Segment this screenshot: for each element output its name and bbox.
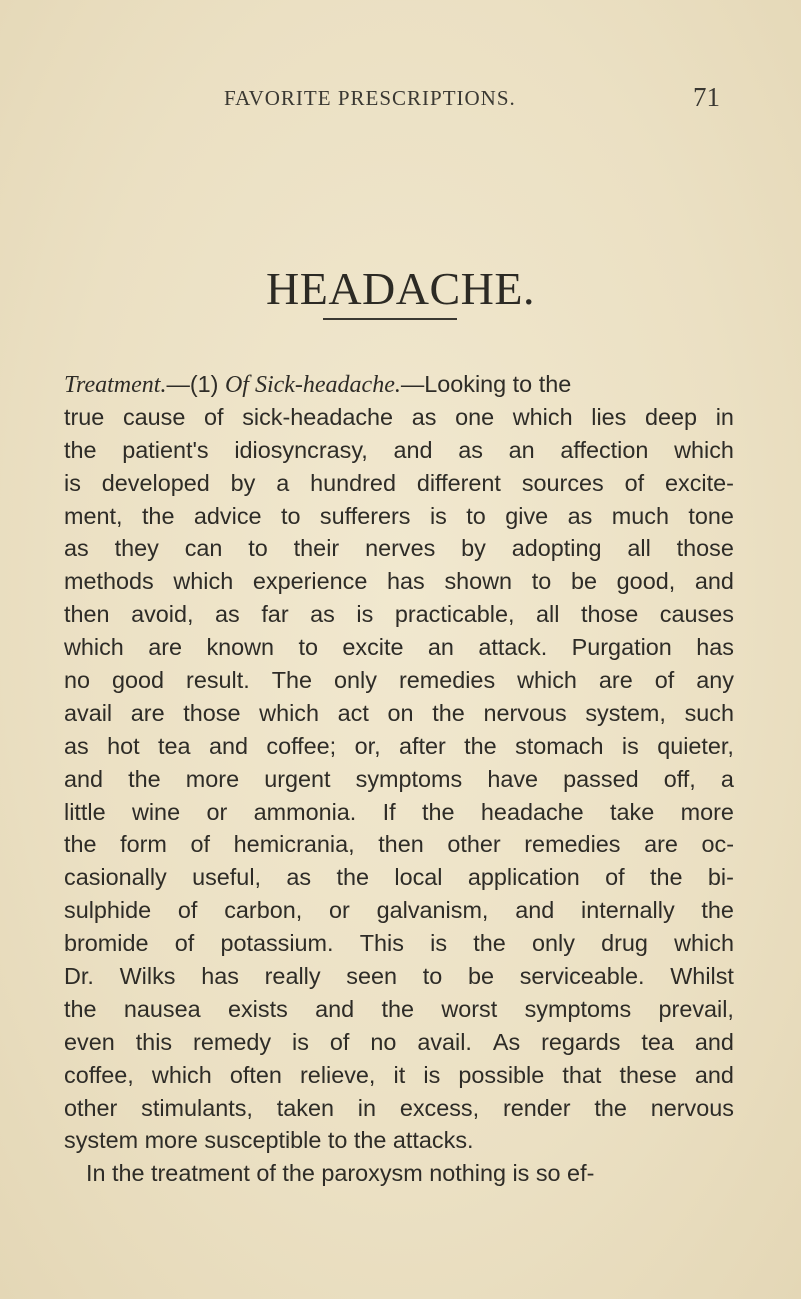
- word: is: [423, 1061, 441, 1088]
- word: sick-headache: [242, 403, 394, 430]
- word: This: [359, 930, 404, 957]
- word: take: [610, 798, 655, 825]
- word: that: [562, 1061, 602, 1088]
- word: tea: [641, 1028, 674, 1055]
- word: tone: [688, 502, 734, 529]
- word: developed: [101, 469, 210, 496]
- word: as: [215, 601, 240, 628]
- word: symptoms: [524, 995, 632, 1022]
- word: only: [334, 667, 377, 694]
- text-line: [64, 500, 734, 533]
- word: which: [674, 436, 734, 463]
- text-line: [64, 1059, 734, 1092]
- word: on: [387, 699, 414, 726]
- word: of: [329, 1028, 350, 1055]
- word: the: [141, 502, 175, 529]
- word: the: [422, 798, 455, 825]
- word: is: [621, 732, 639, 759]
- word: a: [276, 469, 290, 496]
- word: nausea: [123, 995, 201, 1022]
- word: those: [676, 535, 734, 562]
- word: methods: [64, 568, 154, 595]
- word: render: [502, 1094, 571, 1121]
- chapter-title: HEADACHE.: [266, 263, 535, 314]
- word: and: [694, 1028, 734, 1055]
- word: such: [684, 699, 734, 726]
- word: in: [357, 1094, 377, 1121]
- text-line: [64, 565, 734, 598]
- word: exists: [227, 995, 288, 1022]
- word: oc-: [701, 831, 734, 858]
- word: and: [64, 765, 104, 792]
- word: Whilst: [670, 963, 734, 990]
- word: has: [696, 634, 734, 661]
- word: which: [517, 667, 577, 694]
- word: coffee,: [64, 1061, 134, 1088]
- word: the: [64, 436, 97, 463]
- word: have: [487, 765, 539, 792]
- word: excite-: [664, 469, 734, 496]
- treatment-label: Treatment.: [64, 372, 167, 398]
- text-line: [64, 697, 734, 730]
- word: is: [429, 502, 447, 529]
- subject-heading: Of Sick-headache.: [224, 372, 401, 398]
- word: as: [286, 864, 312, 891]
- word: avail.: [417, 1028, 472, 1055]
- word: or: [329, 897, 350, 924]
- word: remedy: [193, 1028, 272, 1055]
- word: as: [411, 403, 437, 430]
- word: cause: [122, 403, 186, 430]
- word: the: [64, 995, 97, 1022]
- word: even: [64, 1028, 115, 1055]
- word: give: [505, 502, 549, 529]
- word: those: [183, 699, 241, 726]
- word: good,: [616, 568, 676, 595]
- word: excess,: [399, 1094, 480, 1121]
- word: headache: [480, 798, 584, 825]
- word: is: [356, 601, 374, 628]
- word: and: [515, 897, 555, 924]
- text-line: [64, 631, 734, 664]
- word: of: [605, 864, 625, 891]
- word: coffee;: [266, 732, 337, 759]
- word: of: [624, 469, 645, 496]
- word: serviceable.: [519, 963, 645, 990]
- page-number: 71: [693, 82, 720, 112]
- word: are: [130, 699, 165, 726]
- lead-dash: —(1): [166, 371, 225, 397]
- text-line: [64, 763, 734, 796]
- word: sources: [521, 469, 604, 496]
- word: are: [644, 831, 678, 858]
- lead-rest: —Looking to the: [400, 371, 572, 397]
- word: adopting: [511, 535, 602, 562]
- word: a: [720, 765, 734, 792]
- word: bromide: [64, 930, 149, 957]
- word: The: [271, 667, 313, 694]
- word: which: [64, 634, 124, 661]
- word: form: [120, 831, 167, 858]
- word: known: [206, 634, 275, 661]
- word: urgent: [264, 765, 331, 792]
- word: of: [177, 897, 198, 924]
- word: after: [398, 732, 446, 759]
- word: as: [64, 732, 89, 759]
- word: As: [492, 1028, 521, 1055]
- word: system,: [585, 699, 666, 726]
- word: little: [64, 798, 106, 825]
- word: by: [461, 535, 486, 562]
- word: often: [229, 1061, 282, 1088]
- word: the: [432, 699, 465, 726]
- text-line: [64, 401, 734, 434]
- text-line: [64, 1092, 734, 1125]
- word: as: [567, 502, 593, 529]
- word: carbon,: [224, 897, 303, 924]
- next-paragraph-line: In the treatment of the paroxysm nothing is so ef-: [86, 1160, 595, 1187]
- word: then: [64, 601, 110, 628]
- word: attack.: [478, 634, 548, 661]
- text-line: [64, 993, 734, 1026]
- word: avail: [64, 699, 113, 726]
- word: different: [416, 469, 501, 496]
- word: act: [337, 699, 369, 726]
- word: their: [293, 535, 340, 562]
- word: taken: [276, 1094, 334, 1121]
- word: nerves: [365, 535, 436, 562]
- word: true: [64, 403, 105, 430]
- word: of: [204, 403, 224, 430]
- word: it: [393, 1061, 406, 1088]
- word: wine: [131, 798, 181, 825]
- word: any: [696, 667, 734, 694]
- word: lies: [591, 403, 627, 430]
- word: the: [64, 831, 97, 858]
- text-line: [64, 467, 734, 500]
- word: casionally: [64, 864, 167, 891]
- word: possible: [458, 1061, 545, 1088]
- word: as: [458, 436, 483, 463]
- word: remedies: [398, 667, 496, 694]
- title-rule: [323, 318, 457, 320]
- word: and: [393, 436, 433, 463]
- word: to: [466, 502, 486, 529]
- text-line: [64, 664, 734, 697]
- word: which: [259, 699, 319, 726]
- word: experience: [252, 568, 368, 595]
- word: regards: [541, 1028, 621, 1055]
- word: relieve,: [300, 1061, 376, 1088]
- word: an: [508, 436, 535, 463]
- word: those: [581, 601, 639, 628]
- text-line: system more susceptible to the attacks.: [64, 1127, 474, 1154]
- word: to: [248, 535, 268, 562]
- word: bi-: [707, 864, 734, 891]
- word: has: [387, 568, 425, 595]
- word: sufferers: [319, 502, 411, 529]
- word: other: [64, 1094, 118, 1121]
- word: one: [455, 403, 495, 430]
- word: avoid,: [131, 601, 194, 628]
- word: all: [536, 601, 560, 628]
- word: internally: [581, 897, 675, 924]
- word: hundred: [310, 469, 396, 496]
- word: other: [447, 831, 501, 858]
- word: an: [427, 634, 454, 661]
- text-line: [64, 861, 734, 894]
- word: local: [394, 864, 443, 891]
- word: the: [649, 864, 683, 891]
- word: the: [128, 765, 161, 792]
- word: seen: [346, 963, 397, 990]
- word: much: [611, 502, 669, 529]
- word: which: [151, 1061, 212, 1088]
- word: to: [422, 963, 443, 990]
- word: off,: [663, 765, 696, 792]
- word: the: [701, 897, 734, 924]
- word: Wilks: [119, 963, 176, 990]
- word: advice: [193, 502, 262, 529]
- word: and: [694, 1061, 734, 1088]
- word: only: [532, 930, 575, 957]
- word: all: [627, 535, 651, 562]
- body-text: [64, 368, 734, 1190]
- word: or: [206, 798, 228, 825]
- word: the: [336, 864, 370, 891]
- word: and: [208, 732, 248, 759]
- word: prevail,: [658, 995, 734, 1022]
- word: passed: [563, 765, 639, 792]
- word: be: [467, 963, 494, 990]
- word: stimulants,: [141, 1094, 253, 1121]
- word: good: [112, 667, 165, 694]
- word: to: [531, 568, 552, 595]
- word: stomach: [515, 732, 604, 759]
- word: hemicrania,: [233, 831, 355, 858]
- text-line: [64, 927, 734, 960]
- word: can: [184, 535, 223, 562]
- word: quieter,: [657, 732, 734, 759]
- word: of: [190, 831, 211, 858]
- word: is: [64, 469, 81, 496]
- word: which: [674, 930, 734, 957]
- text-line: [64, 894, 734, 927]
- word: which: [173, 568, 234, 595]
- running-head: FAVORITE PRESCRIPTIONS.: [224, 86, 516, 110]
- word: shown: [444, 568, 513, 595]
- word: are: [598, 667, 633, 694]
- word: the: [381, 995, 415, 1022]
- first-line: [64, 368, 734, 401]
- word: is: [430, 930, 448, 957]
- word: remedies: [524, 831, 621, 858]
- paragraph-lines: [64, 401, 734, 1157]
- word: to: [280, 502, 301, 529]
- word: causes: [659, 601, 734, 628]
- word: as: [310, 601, 335, 628]
- word: ammonia.: [253, 798, 357, 825]
- word: patient's: [122, 436, 209, 463]
- word: more: [185, 765, 240, 792]
- word: has: [201, 963, 239, 990]
- word: nervous: [650, 1094, 734, 1121]
- word: to: [298, 634, 318, 661]
- word: of: [654, 667, 675, 694]
- word: excite: [342, 634, 404, 661]
- word: Dr.: [64, 963, 94, 990]
- word: by: [230, 469, 256, 496]
- word: be: [570, 568, 597, 595]
- text-line: [64, 828, 734, 861]
- word: far: [261, 601, 289, 628]
- text-line: [64, 730, 734, 763]
- text-line: [64, 1026, 734, 1059]
- word: useful,: [192, 864, 262, 891]
- word: application: [467, 864, 580, 891]
- word: the: [594, 1094, 627, 1121]
- word: If: [382, 798, 396, 825]
- text-line: [64, 796, 734, 829]
- word: or,: [354, 732, 381, 759]
- text-line: [64, 960, 734, 993]
- text-line: [64, 598, 734, 631]
- word: really: [264, 963, 321, 990]
- word: as: [64, 535, 89, 562]
- word: is: [292, 1028, 309, 1055]
- word: affection: [560, 436, 649, 463]
- text-line: [64, 434, 734, 467]
- word: the: [464, 732, 497, 759]
- word: no: [64, 667, 91, 694]
- word: the: [473, 930, 506, 957]
- word: idiosyncrasy,: [234, 436, 368, 463]
- word: drug: [601, 930, 648, 957]
- word: in: [715, 403, 734, 430]
- word: deep: [645, 403, 698, 430]
- word: result.: [186, 667, 250, 694]
- word: are: [148, 634, 183, 661]
- word: symptoms: [355, 765, 463, 792]
- word: more: [680, 798, 734, 825]
- word: galvanism,: [376, 897, 489, 924]
- word: Purgation: [571, 634, 672, 661]
- word: worst: [441, 995, 498, 1022]
- word: which: [512, 403, 573, 430]
- word: and: [694, 568, 734, 595]
- word: practicable,: [394, 601, 515, 628]
- word: then: [378, 831, 424, 858]
- word: no: [370, 1028, 397, 1055]
- word: sulphide: [64, 897, 152, 924]
- word: hot: [107, 732, 140, 759]
- word: and: [315, 995, 355, 1022]
- text-line: [64, 532, 734, 565]
- word: nervous: [483, 699, 567, 726]
- word: they: [114, 535, 159, 562]
- word: of: [174, 930, 195, 957]
- word: ment,: [64, 502, 123, 529]
- word: this: [135, 1028, 173, 1055]
- word: potassium.: [220, 930, 334, 957]
- word: these: [619, 1061, 677, 1088]
- first-line-content: [64, 368, 571, 401]
- word: tea: [158, 732, 191, 759]
